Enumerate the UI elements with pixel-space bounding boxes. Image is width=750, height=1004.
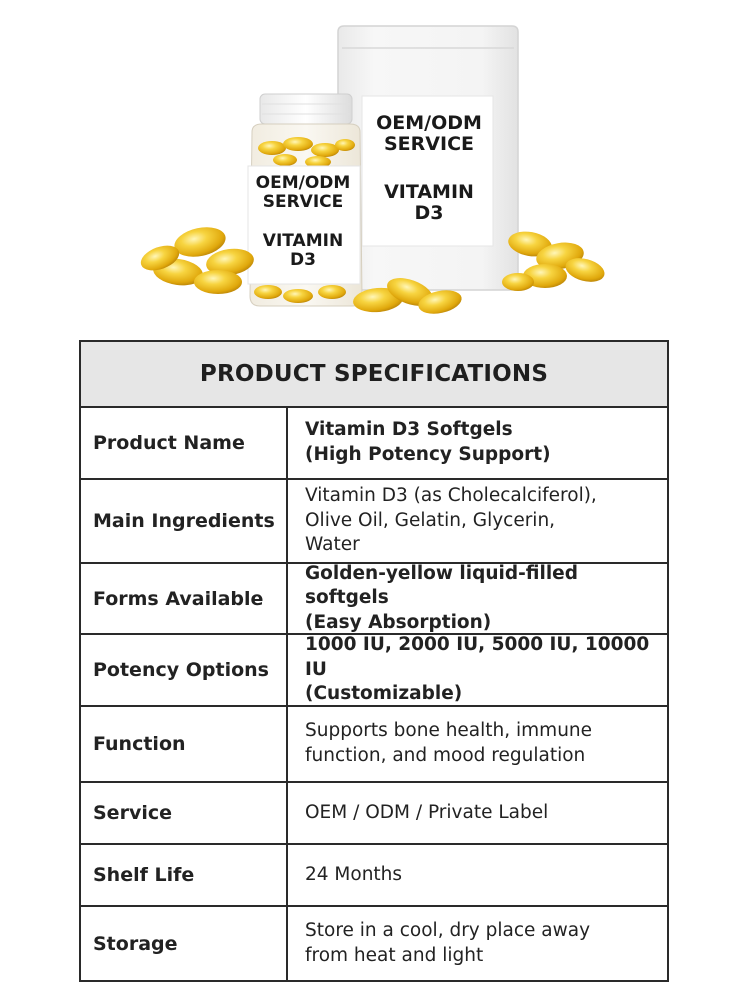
row-value-text: Supports bone health, immune function, and mood regulation <box>305 720 593 766</box>
table-row <box>81 845 667 907</box>
bottle-label-line: VITAMIN <box>262 231 344 252</box>
row-value-text: 1000 IU, 2000 IU, 5000 IU, 10000 IU (Customizable) <box>305 634 650 705</box>
spec-table-title: PRODUCT SPECIFICATIONS <box>81 342 667 408</box>
pouch-label-line: SERVICE <box>384 133 474 156</box>
pouch-label <box>370 113 488 224</box>
row-value-text: 24 Months <box>305 863 403 885</box>
row-label: Service <box>81 783 288 843</box>
pouch-label-line: OEM/ODM <box>376 112 482 134</box>
bottle-label <box>250 174 356 270</box>
row-value <box>288 783 667 843</box>
row-value-text: Golden-yellow liquid-filled softgels (Easy Absorption) <box>305 562 578 633</box>
table-row <box>81 480 667 564</box>
row-value <box>288 408 667 478</box>
table-row <box>81 564 667 635</box>
row-value <box>288 564 667 633</box>
row-value-text: Vitamin D3 (as Cholecalciferol), Olive Oil, Gelatin, Glycerin, Water <box>305 485 597 556</box>
pouch-label-line: VITAMIN <box>384 180 474 203</box>
bottle-label-line: OEM/ODM <box>255 173 351 193</box>
table-row <box>81 907 667 980</box>
softgels-left <box>137 223 255 294</box>
row-value <box>288 845 667 905</box>
pouch-label-line: D3 <box>414 201 444 224</box>
table-row <box>81 635 667 707</box>
row-value <box>288 480 667 562</box>
row-value <box>288 707 667 781</box>
row-label: Function <box>81 707 288 781</box>
row-value <box>288 907 667 980</box>
bottle-label-line: D3 <box>290 250 316 271</box>
row-value-text: Store in a cool, dry place away from heat and light <box>305 919 591 966</box>
bottle-label-line: SERVICE <box>262 192 344 213</box>
spec-table <box>79 340 669 982</box>
table-row <box>81 408 667 480</box>
table-row <box>81 707 667 783</box>
row-label: Potency Options <box>81 635 288 705</box>
row-value-text: Vitamin D3 Softgels (High Potency Support) <box>305 419 551 465</box>
row-label: Shelf Life <box>81 845 288 905</box>
row-value-text: OEM / ODM / Private Label <box>305 801 549 823</box>
row-label: Forms Available <box>81 564 288 633</box>
row-label: Storage <box>81 907 288 980</box>
table-row <box>81 783 667 845</box>
product-illustration <box>0 0 750 330</box>
row-label: Product Name <box>81 408 288 478</box>
row-label: Main Ingredients <box>81 480 288 562</box>
row-value <box>288 635 667 705</box>
